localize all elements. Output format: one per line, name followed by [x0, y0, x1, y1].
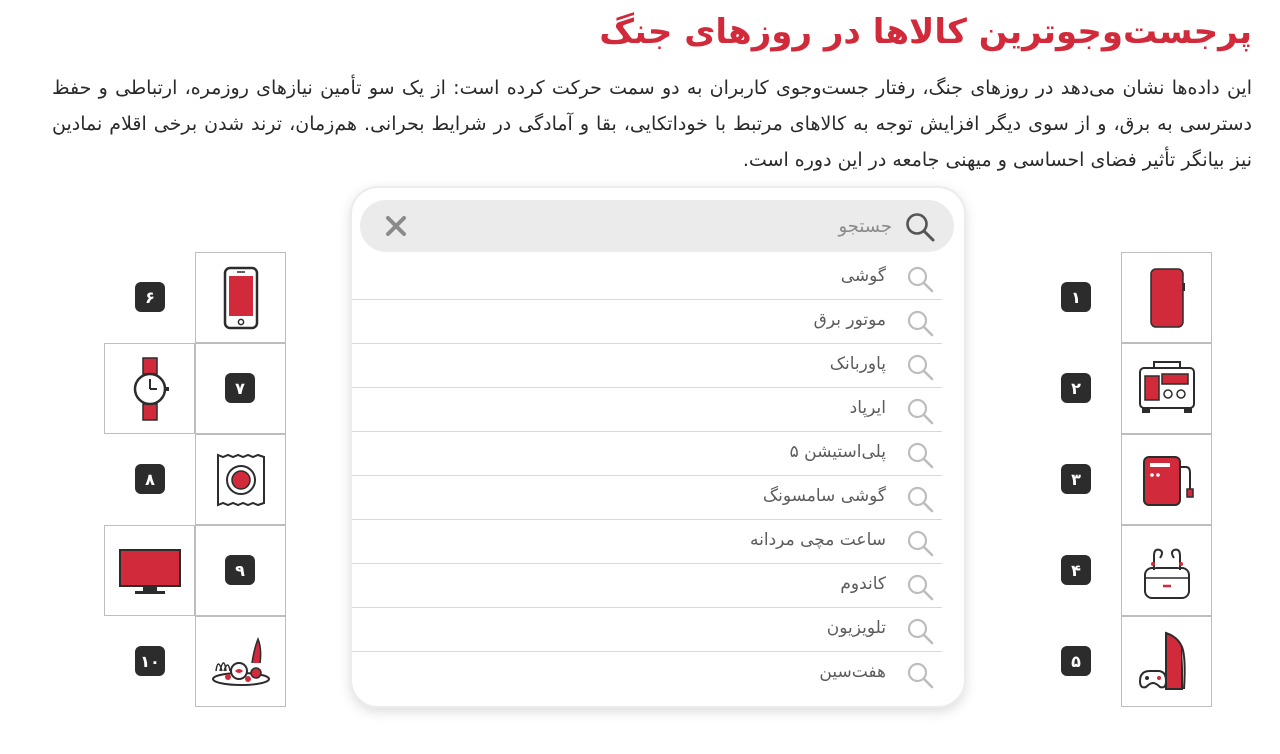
search-result-item[interactable]	[352, 608, 942, 652]
close-icon[interactable]	[382, 212, 410, 240]
product-tile	[195, 434, 286, 525]
search-icon	[906, 265, 934, 293]
search-result-label: هفت‌سین	[819, 662, 886, 682]
page-title: پرجست‌وجوترین کالاها در روزهای جنگ	[599, 12, 1252, 52]
search-panel	[352, 188, 964, 706]
product-tile	[195, 252, 286, 343]
phone-icon	[1132, 263, 1202, 333]
rank-badge: ۱	[1061, 282, 1091, 312]
search-icon	[906, 529, 934, 557]
search-result-label: گوشی سامسونگ	[762, 486, 886, 506]
search-result-label: ایرپاد	[849, 398, 886, 418]
search-bar	[360, 200, 954, 252]
search-input[interactable]	[432, 208, 892, 244]
powerbank-icon	[1132, 445, 1202, 515]
search-icon	[906, 661, 934, 689]
product-tile	[1121, 616, 1212, 707]
search-result-item[interactable]	[352, 652, 942, 696]
search-result-label: پلی‌استیشن ۵	[789, 442, 886, 462]
rank-badge: ۷	[225, 373, 255, 403]
product-tile	[104, 343, 195, 434]
rank-badge: ۳	[1061, 464, 1091, 494]
search-icon	[906, 397, 934, 425]
rank-badge: ۱۰	[135, 646, 165, 676]
product-tile	[195, 616, 286, 707]
search-result-item[interactable]	[352, 520, 942, 564]
search-icon	[906, 617, 934, 645]
product-tile	[1121, 343, 1212, 434]
rank-badge: ۲	[1061, 373, 1091, 403]
search-result-label: کاندوم	[840, 574, 886, 594]
airpods-icon	[1132, 536, 1202, 606]
search-result-item[interactable]	[352, 476, 942, 520]
rank-badge: ۵	[1061, 646, 1091, 676]
intro-paragraph: این داده‌ها نشان می‌دهد در روزهای جنگ، رفتار جست‌وجوی کاربران به دو سمت حرکت کرده است: از یک سو تأمین نیازهای روزمره، ارتباطی و حفظ دسترسی به برق، و از سوی دیگر افزایش توجه به کالاهای مرتبط با خوداتکایی، بقا و آمادگی در شرایط بحرانی. هم‌زمان، ترند شدن برخی اقلام نمادین نیز بیانگر تأثیر فضای احساسی و میهنی جامعه در این دوره است.	[52, 77, 1252, 171]
search-result-item[interactable]	[352, 432, 942, 476]
search-icon	[906, 441, 934, 469]
rank-badge: ۸	[135, 464, 165, 494]
search-result-item[interactable]	[352, 300, 942, 344]
rank-badge: ۴	[1061, 555, 1091, 585]
product-tile	[1121, 434, 1212, 525]
search-icon	[906, 485, 934, 513]
product-tile	[1121, 252, 1212, 343]
search-result-item[interactable]	[352, 256, 942, 300]
search-result-label: ساعت مچی مردانه	[750, 530, 886, 550]
search-result-label: موتور برق	[813, 310, 886, 330]
playstation-icon	[1132, 627, 1202, 697]
search-result-item[interactable]	[352, 388, 942, 432]
product-tile	[104, 525, 195, 616]
search-icon	[906, 573, 934, 601]
search-icon	[906, 353, 934, 381]
wristwatch-icon	[115, 354, 185, 424]
rank-badge: ۶	[135, 282, 165, 312]
search-icon	[906, 309, 934, 337]
search-result-item[interactable]	[352, 564, 942, 608]
rank-badge: ۹	[225, 555, 255, 585]
generator-icon	[1132, 354, 1202, 424]
search-icon	[904, 211, 936, 243]
search-result-label: گوشی	[840, 266, 886, 286]
search-result-label: پاوربانک	[829, 354, 886, 374]
haftsin-icon	[206, 627, 276, 697]
smartphone-icon	[206, 263, 276, 333]
search-result-item[interactable]	[352, 344, 942, 388]
condom-icon	[206, 445, 276, 515]
television-icon	[115, 536, 185, 606]
search-results-list	[352, 256, 964, 696]
search-result-label: تلویزیون	[826, 618, 886, 638]
product-tile	[1121, 525, 1212, 616]
